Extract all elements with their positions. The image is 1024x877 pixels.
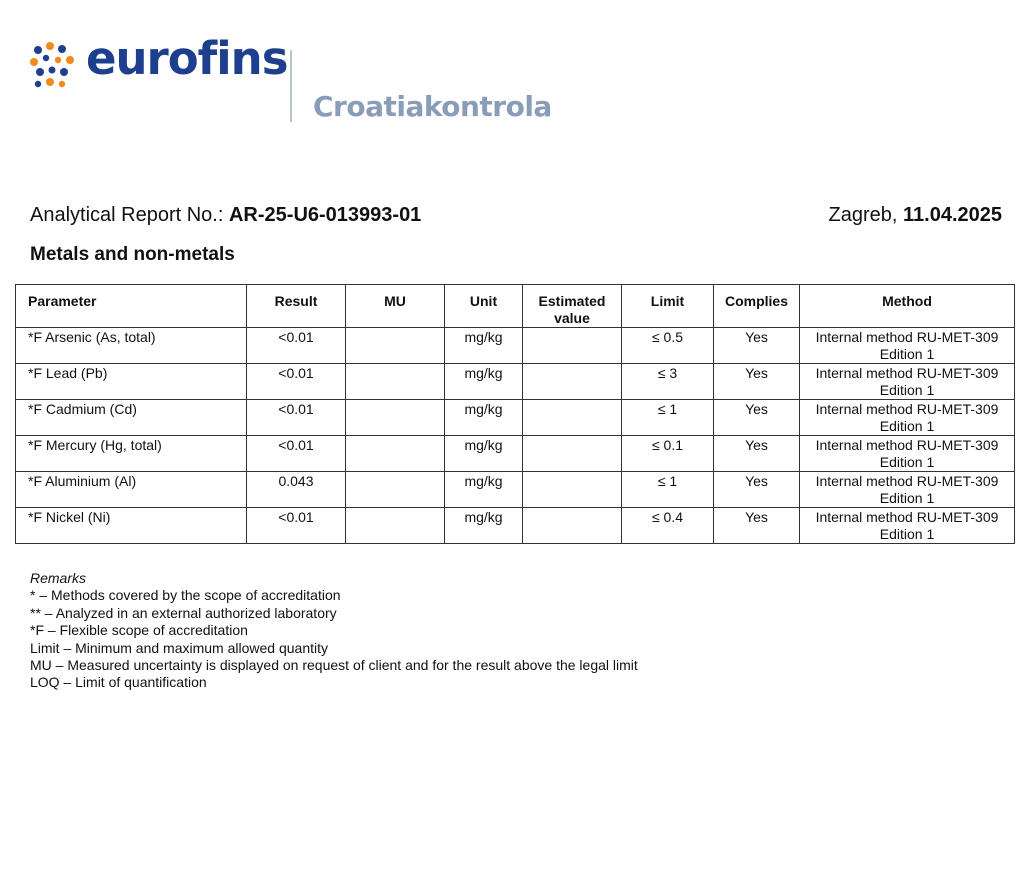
- col-header-complies: Complies: [714, 285, 800, 328]
- method-name: Internal method RU-MET-309: [815, 401, 999, 417]
- cell-result: <0.01: [247, 364, 346, 400]
- col-header-unit: Unit: [445, 285, 523, 328]
- cell-mu: [346, 364, 445, 400]
- cell-complies: Yes: [714, 328, 800, 364]
- cell-result: <0.01: [247, 508, 346, 544]
- col-header-parameter: Parameter: [16, 285, 247, 328]
- cell-method: [800, 436, 1015, 472]
- cell-method: [800, 400, 1015, 436]
- report-number: AR-25-U6-013993-01: [228, 204, 422, 226]
- cell-unit: mg/kg: [445, 364, 523, 400]
- cell-mu: [346, 328, 445, 364]
- cell-limit: ≤ 0.5: [622, 328, 714, 364]
- cell-parameter: *F Cadmium (Cd): [16, 400, 247, 436]
- cell-complies: Yes: [714, 400, 800, 436]
- method-edition: Edition 1: [879, 382, 935, 398]
- table-row: [16, 400, 1015, 436]
- cell-complies: Yes: [714, 472, 800, 508]
- cell-limit: ≤ 1: [622, 400, 714, 436]
- cell-complies: Yes: [714, 364, 800, 400]
- cell-estimated: [523, 328, 622, 364]
- remark-line: Limit – Minimum and maximum allowed quantity: [30, 639, 328, 656]
- cell-limit: ≤ 3: [622, 364, 714, 400]
- table-row: [16, 508, 1015, 544]
- method-edition: Edition 1: [879, 418, 935, 434]
- cell-result: 0.043: [247, 472, 346, 508]
- cell-parameter: *F Aluminium (Al): [16, 472, 247, 508]
- cell-parameter: *F Nickel (Ni): [16, 508, 247, 544]
- eurofins-logo: [28, 32, 552, 128]
- method-edition: Edition 1: [879, 346, 935, 362]
- method-name: Internal method RU-MET-309: [815, 365, 999, 381]
- method-name: Internal method RU-MET-309: [815, 473, 999, 489]
- report-date: 11.04.2025: [903, 204, 1002, 226]
- report-city: Zagreb,: [828, 204, 903, 226]
- cell-estimated: [523, 400, 622, 436]
- col-header-result: Result: [247, 285, 346, 328]
- col-header-mu: MU: [346, 285, 445, 328]
- logo-wordmark: eurofins: [86, 32, 288, 85]
- section-title: Metals and non-metals: [30, 244, 235, 265]
- cell-result: <0.01: [247, 328, 346, 364]
- col-header-method: Method: [800, 285, 1015, 328]
- cell-method: [800, 472, 1015, 508]
- report-number-line: [30, 204, 421, 227]
- method-edition: Edition 1: [879, 454, 935, 470]
- remark-line: ** – Analyzed in an external authorized laboratory: [30, 604, 337, 621]
- report-label: Analytical Report No.:: [30, 204, 229, 226]
- cell-estimated: [523, 508, 622, 544]
- col-header-limit: Limit: [622, 285, 714, 328]
- cell-mu: [346, 400, 445, 436]
- cell-mu: [346, 508, 445, 544]
- cell-estimated: [523, 472, 622, 508]
- cell-parameter: *F Mercury (Hg, total): [16, 436, 247, 472]
- table-row: [16, 364, 1015, 400]
- cell-unit: mg/kg: [445, 472, 523, 508]
- cell-parameter: *F Arsenic (As, total): [16, 328, 247, 364]
- remarks-section: [30, 570, 638, 692]
- remark-line: LOQ – Limit of quantification: [30, 674, 207, 691]
- cell-method: [800, 508, 1015, 544]
- cell-mu: [346, 472, 445, 508]
- cell-method: [800, 328, 1015, 364]
- method-name: Internal method RU-MET-309: [815, 509, 999, 525]
- remark-line: *F – Flexible scope of accreditation: [30, 622, 248, 639]
- method-name: Internal method RU-MET-309: [815, 329, 999, 345]
- cell-unit: mg/kg: [445, 508, 523, 544]
- cell-limit: ≤ 0.4: [622, 508, 714, 544]
- method-name: Internal method RU-MET-309: [815, 437, 999, 453]
- cell-limit: ≤ 0.1: [622, 436, 714, 472]
- cell-complies: Yes: [714, 436, 800, 472]
- cell-limit: ≤ 1: [622, 472, 714, 508]
- cell-complies: Yes: [714, 508, 800, 544]
- method-edition: Edition 1: [879, 490, 935, 506]
- method-edition: Edition 1: [879, 526, 935, 542]
- table-row: [16, 436, 1015, 472]
- cell-unit: mg/kg: [445, 436, 523, 472]
- remark-line: * – Methods covered by the scope of accreditation: [30, 587, 341, 604]
- remarks-title: Remarks: [30, 570, 87, 586]
- cell-unit: mg/kg: [445, 328, 523, 364]
- cell-estimated: [523, 364, 622, 400]
- col-header-estimated-value: Estimated value: [523, 285, 622, 328]
- cell-unit: mg/kg: [445, 400, 523, 436]
- table-header-row: [16, 285, 1015, 328]
- cell-result: <0.01: [247, 436, 346, 472]
- report-date-line: [829, 204, 1002, 227]
- cell-method: [800, 364, 1015, 400]
- cell-parameter: *F Lead (Pb): [16, 364, 247, 400]
- remark-line: MU – Measured uncertainty is displayed on request of client and for the result above the legal limit: [30, 657, 638, 674]
- logo-subtitle: Croatiakontrola: [313, 90, 552, 123]
- table-row: [16, 328, 1015, 364]
- table-row: [16, 472, 1015, 508]
- eurofins-dots-icon: [28, 40, 78, 90]
- report-header: [30, 204, 1002, 230]
- results-table: [15, 284, 1015, 544]
- cell-estimated: [523, 436, 622, 472]
- cell-mu: [346, 436, 445, 472]
- logo-divider: [290, 50, 292, 122]
- cell-result: <0.01: [247, 400, 346, 436]
